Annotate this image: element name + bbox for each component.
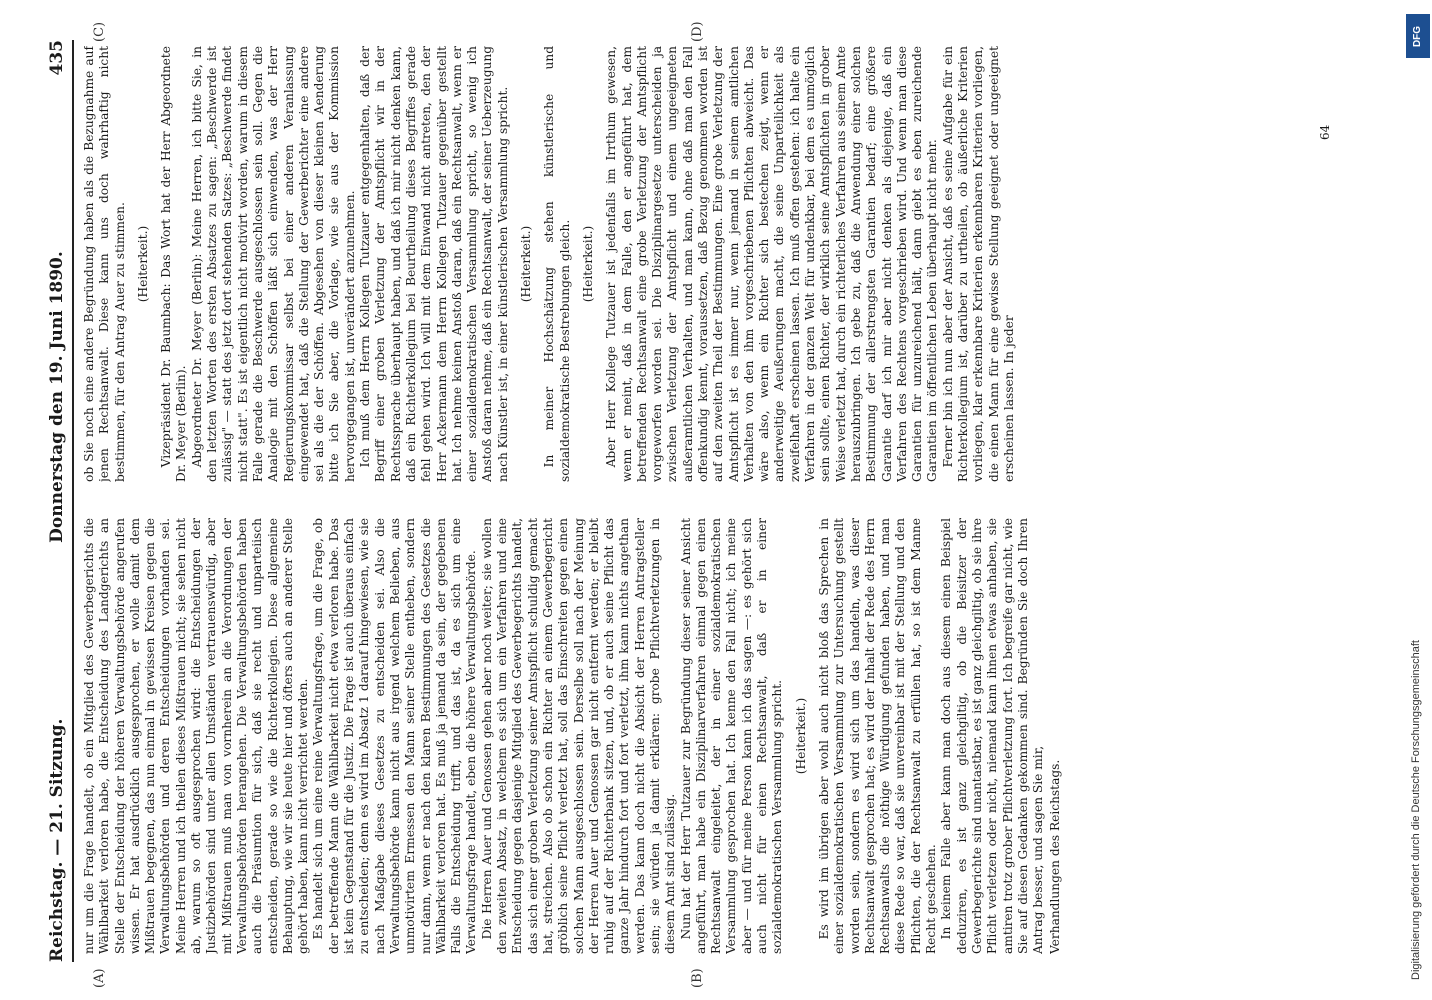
right-paragraph-6: Ferner bin ich nun aber der Ansicht, daß es seine Aufgabe für ein Richterkollegium ist, darüber zu urtheilen, ob äußerliche Kriterien vorliegen, klar erkennbare Kriterien erkennbaren Kriterien vorliegen, die einen Mann für eine gewisse Stellung geeignet oder ungeeignet erscheinen lassen. In jeder — [940, 46, 1016, 482]
left-laughter: (Heiterkeit.) — [793, 697, 808, 775]
left-paragraph-4: Nun hat der Herr Tutzauer zur Begründung dieser seiner Ansicht angeführt, man habe ein Disziplinarverfahren einmal gegen einen Rechtsanwalt eingeleitet, der in einer sozialdemokratischen Versammlung gesprochen hat. Ich kenne den Fall nicht; ich meine aber — und für meine Person kann ich das sagen —: es gehört sich auch nicht für einen Rechtsanwalt, daß er in einer sozialdemokratischen Versammlung spricht. — [678, 518, 785, 954]
margin-mark-d: (D) — [690, 21, 705, 42]
page-number: 435 — [47, 40, 67, 76]
right-paragraph-1: ob Sie noch eine andere Begründung haben als die Bezugnahme auf jenen Rechtsanwalt. Diese kann uns doch wahrhaftig nicht bestimmen, für den Antrag Auer zu stimmen. — [82, 46, 127, 482]
right-paragraph-4: In meiner Hochschätzung stehen künstlerische und sozialdemokratische Bestrebungen gleich. — [542, 46, 572, 482]
left-paragraph-2: Es handelt sich um eine reine Verwaltungsfrage, um die Frage, ob der betreffende Mann die Wählbarkeit nicht etwa verloren habe. Das ist kein Gegenstand für die Justiz. Die Frage ist auch überaus einfach zu entscheiden; denn es wird im Absatz 1 darauf hingewiesen, wie sie nach Maßgabe dieses Gesetzes zu entscheiden sei. Also die Verwaltungsbehörde kann nicht aus irgend welchem Belieben, aus unmotivirtem Ermessen den Mann seiner Stelle entheben, sondern nur dann, wenn er nach den klaren Bestimmungen des Gesetzes die Wählbarkeit verloren hat. Es muß ja jemand da sein, der gegebenen Falls die Entscheidung trifft, und das ist, da es sich um eine Verwaltungsfrage handelt, eben die höhere Verwaltungsbehörde. — [311, 518, 479, 954]
right-laughter-2: (Heiterkeit.) — [519, 225, 534, 303]
left-paragraph-6: In keinem Falle aber kann man doch aus diesem einen Beispiel deduziren, es ist ganz gleichgiltig, ob die Beisitzer der Gewerbegerichte sind unantastbar, es ist ganz gleichgiltig, ob sie ihre Pflicht verletzen oder nicht, niemand kann ihnen etwas anhaben, sie amtiren trotz grober Pflichtverletzung fort. Ich begreife gar nicht, wie Sie auf diesen Gedanken gekommen sind. Begründen Sie doch Ihren Antrag besser, und sagen Sie mir, — [939, 518, 1046, 954]
left-paragraph-1: nur um die Frage handelt, ob ein Mitglied des Gewerbegerichts die Wählbarkeit verloren habe, die Entscheidung des Landgerichts an Stelle der Entscheidung der höheren Verwaltungsbehörde angerufen wissen. Er hat ausdrücklich ausgesprochen, er wolle damit dem Mißtrauen begegnen, das nun einmal in gewissen Kreisen gegen die Verwaltungsbehörden und deren Entscheidungen vorhanden sei. Meine Herren und ich theilen dieses Mißtrauen nicht; sie sehen nicht ab, warum so oft ausgesprochen wird: die Entscheidungen der Justizbehörden sind unter allen Umständen vertrauenswürdig, aber mit Mißtrauen muß man von vornherein an die Verordnungen der Verwaltungsbehörden herangehen. Die Verwaltungsbehörden haben auch die Präsumtion für sich, daß sie recht und unparteiisch entscheiden, gerade so wie die Richterkollegien. Diese allgemeine Behauptung, wie wir sie heute hier und öfters auch an anderer Stelle gehört haben, kann nicht verrichtet werden. — [82, 518, 311, 954]
digitization-note: Digitalisierung gefördert durch die Deutsche Forschungsgemeinschaft — [1410, 640, 1422, 980]
right-column — [82, 46, 1312, 482]
right-paragraph-2: Abgeordneter Dr. Meyer (Berlin): Meine Herren, ich bitte Sie, in den letzten Worten des ersten Absatzes zu sagen: „Beschwerde ist zulässig" — statt des jetzt dort stehenden Satzes: „Beschwerde findet nicht statt". Es ist eigentlich nicht motivirt worden, warum in diesem Falle gerade die Beschwerde ausgeschlossen sein soll. Gegen die Analogie mit den Schöffen läßt sich einwenden, was der Herr Regierungskommissar selbst bei einer anderen Veranlassung eingewendet hat, daß die Stellung der Gewerberichter eine andere sei als die der Schöffen. Abgesehen von dieser kleinen Aenderung bitte ich Sie aber, die Vorlage, wie sie aus der Kommission hervorgegangen ist, unverändert anzunehmen. — [189, 46, 357, 482]
margin-mark-c: (C) — [92, 21, 107, 42]
left-column — [82, 518, 1312, 954]
header-date: Donnerstag den 19. Juni 1890. — [47, 251, 67, 543]
margin-mark-a: (A) — [92, 968, 107, 988]
right-paragraph-3: Ich muß dem Herrn Kollegen Tutzauer entgegenhalten, daß der Begriff einer groben Verletzung der Amtspflicht wir in der Rechtssprache überhaupt haben, und daß ich mir nicht denken kann, daß ein Richterkollegium bei Beurtheilung dieses Begriffes gerade fehl gehen wird. Ich will mit dem Einwand nicht antreten, den der Herr Ackermann dem Herrn Kollegen Tutzauer gegenüber gestellt hat. Ich nehme keinen Anstoß daran, daß ein Rechtsanwalt, wenn er einer sozialdemokratischen Versammlung spricht, so wenig ich Anstoß daran nehme, daß ein Rechtsanwalt, der seiner Ueberzeugung nach Künstler ist, in einer künstlerischen Versammlung spricht. — [358, 46, 510, 482]
margin-mark-b: (B) — [690, 968, 705, 988]
running-head — [42, 40, 74, 962]
header-left: Reichstag. — 21. Sitzung. — [47, 718, 67, 962]
left-paragraph-5: Es wird im übrigen aber wohl auch nicht bloß das Sprechen in einer sozialdemokratischen Versammlung zur Untersuchung gestellt worden sein, sondern es wird sich um das handeln, was dieser Rechtsanwalt gesprochen hat; es wird der Inhalt der Rede des Herrn Rechtsanwalts die nöthige Würdigung gefunden haben, und man diese Rede so war, daß sie unvereinbar ist mit der Stellung und den Pflichten, die der Rechtsanwalt zu erfüllen hat, so ist dem Manne Recht geschehen. — [816, 518, 939, 954]
right-laughter-1: (Heiterkeit.) — [135, 225, 150, 303]
dfg-logo-text: DFG — [1412, 25, 1424, 47]
right-laughter-3: (Heiterkeit.) — [580, 225, 595, 303]
dfg-logo — [1406, 14, 1430, 58]
left-footer: Verhandlungen des Reichstags. — [1048, 759, 1063, 954]
speaker-intro: Vizepräsident Dr. Baumbach: Das Wort hat der Herr Abgeordnete Dr. Meyer (Berlin). — [159, 46, 189, 482]
signature-mark: 64 — [1318, 124, 1332, 140]
left-paragraph-3: Die Herren Auer und Genossen gehen aber noch weiter; sie wollen den zweiten Absatz, in welchem es sich um ein Verfahren und eine Entscheidung gegen dasjenige Mitglied des Gewerbegerichts handelt, das sich einer groben Verletzung seiner Amtspflicht schuldig gemacht hat, streichen. Also ob schon ein Richter an einem Gewerbegericht gröblich seine Pflicht verletzt hat, soll das Einschreiten gegen einen solchen Mann ausgeschlossen sein. Derselbe soll nach der Meinung der Herren Auer und Genossen gar nicht entfernt werden; er bleibt ruhig auf der Richterbank sitzen, und, ob er auch seine Pflicht das ganze Jahr hindurch fort und fort verletzt, ihm kann nichts angethan werden. Das kann doch nicht die Absicht der Herren Antragsteller sein; sie würden ja damit erklären: grobe Pflichtverletzungen in diesem Amt sind zulässig. — [479, 518, 678, 954]
right-paragraph-5: Aber Herr Kollege Tutzauer ist jedenfalls im Irrthum gewesen, wenn er meint, daß in dem Falle, den er angeführt hat, dem betreffenden Rechtsanwalt eine grobe Verletzung der Amtspflicht vorgeworfen worden sei. Die Disziplinargesetze unterscheiden ja zwischen Verletzung der Amtspflicht und einem ungeeigneten außeramtlichen Verhalten, und man kann, ohne daß man den Fall offenkundig kennt, voraussetzen, daß Bezug genommen worden ist auf den zweiten Theil der Bestimmungen. Eine grobe Verletzung der Amtspflicht ist es immer nur, wenn jemand in seinem amtlichen Verhalten von den ihm vorgeschriebenen Pflichten abweicht. Das wäre also, wenn ein Richter sich bestechen zeigt, wenn er anderweitige Aeußerungen macht, die seine Unparteilichkeit als zweifelhaft erscheinen lassen. Ich muß offen gestehen: ich halte ein Verfahren in der ganzen Welt für undenkbar, bei dem es unmöglich sein sollte, einen Richter, der wirklich seine Amtspflichten in grober Weise verletzt hat, durch ein richterliches Verfahren aus seinem Amte herauszubringen. Ich gebe zu, daß die Anwendung einer solchen Bestimmung der allerstrengsten Garantien bedarf; eine größere Garantie darf ich mir aber nicht denken als diejenige, daß ein Verfahren des Rechtens vorgeschrieben wird. Und wenn man diese Garantien für unzureichend hält, dann giebt es eben zureichende Garantien im öffentlichen Leben überhaupt nicht mehr. — [604, 46, 940, 482]
